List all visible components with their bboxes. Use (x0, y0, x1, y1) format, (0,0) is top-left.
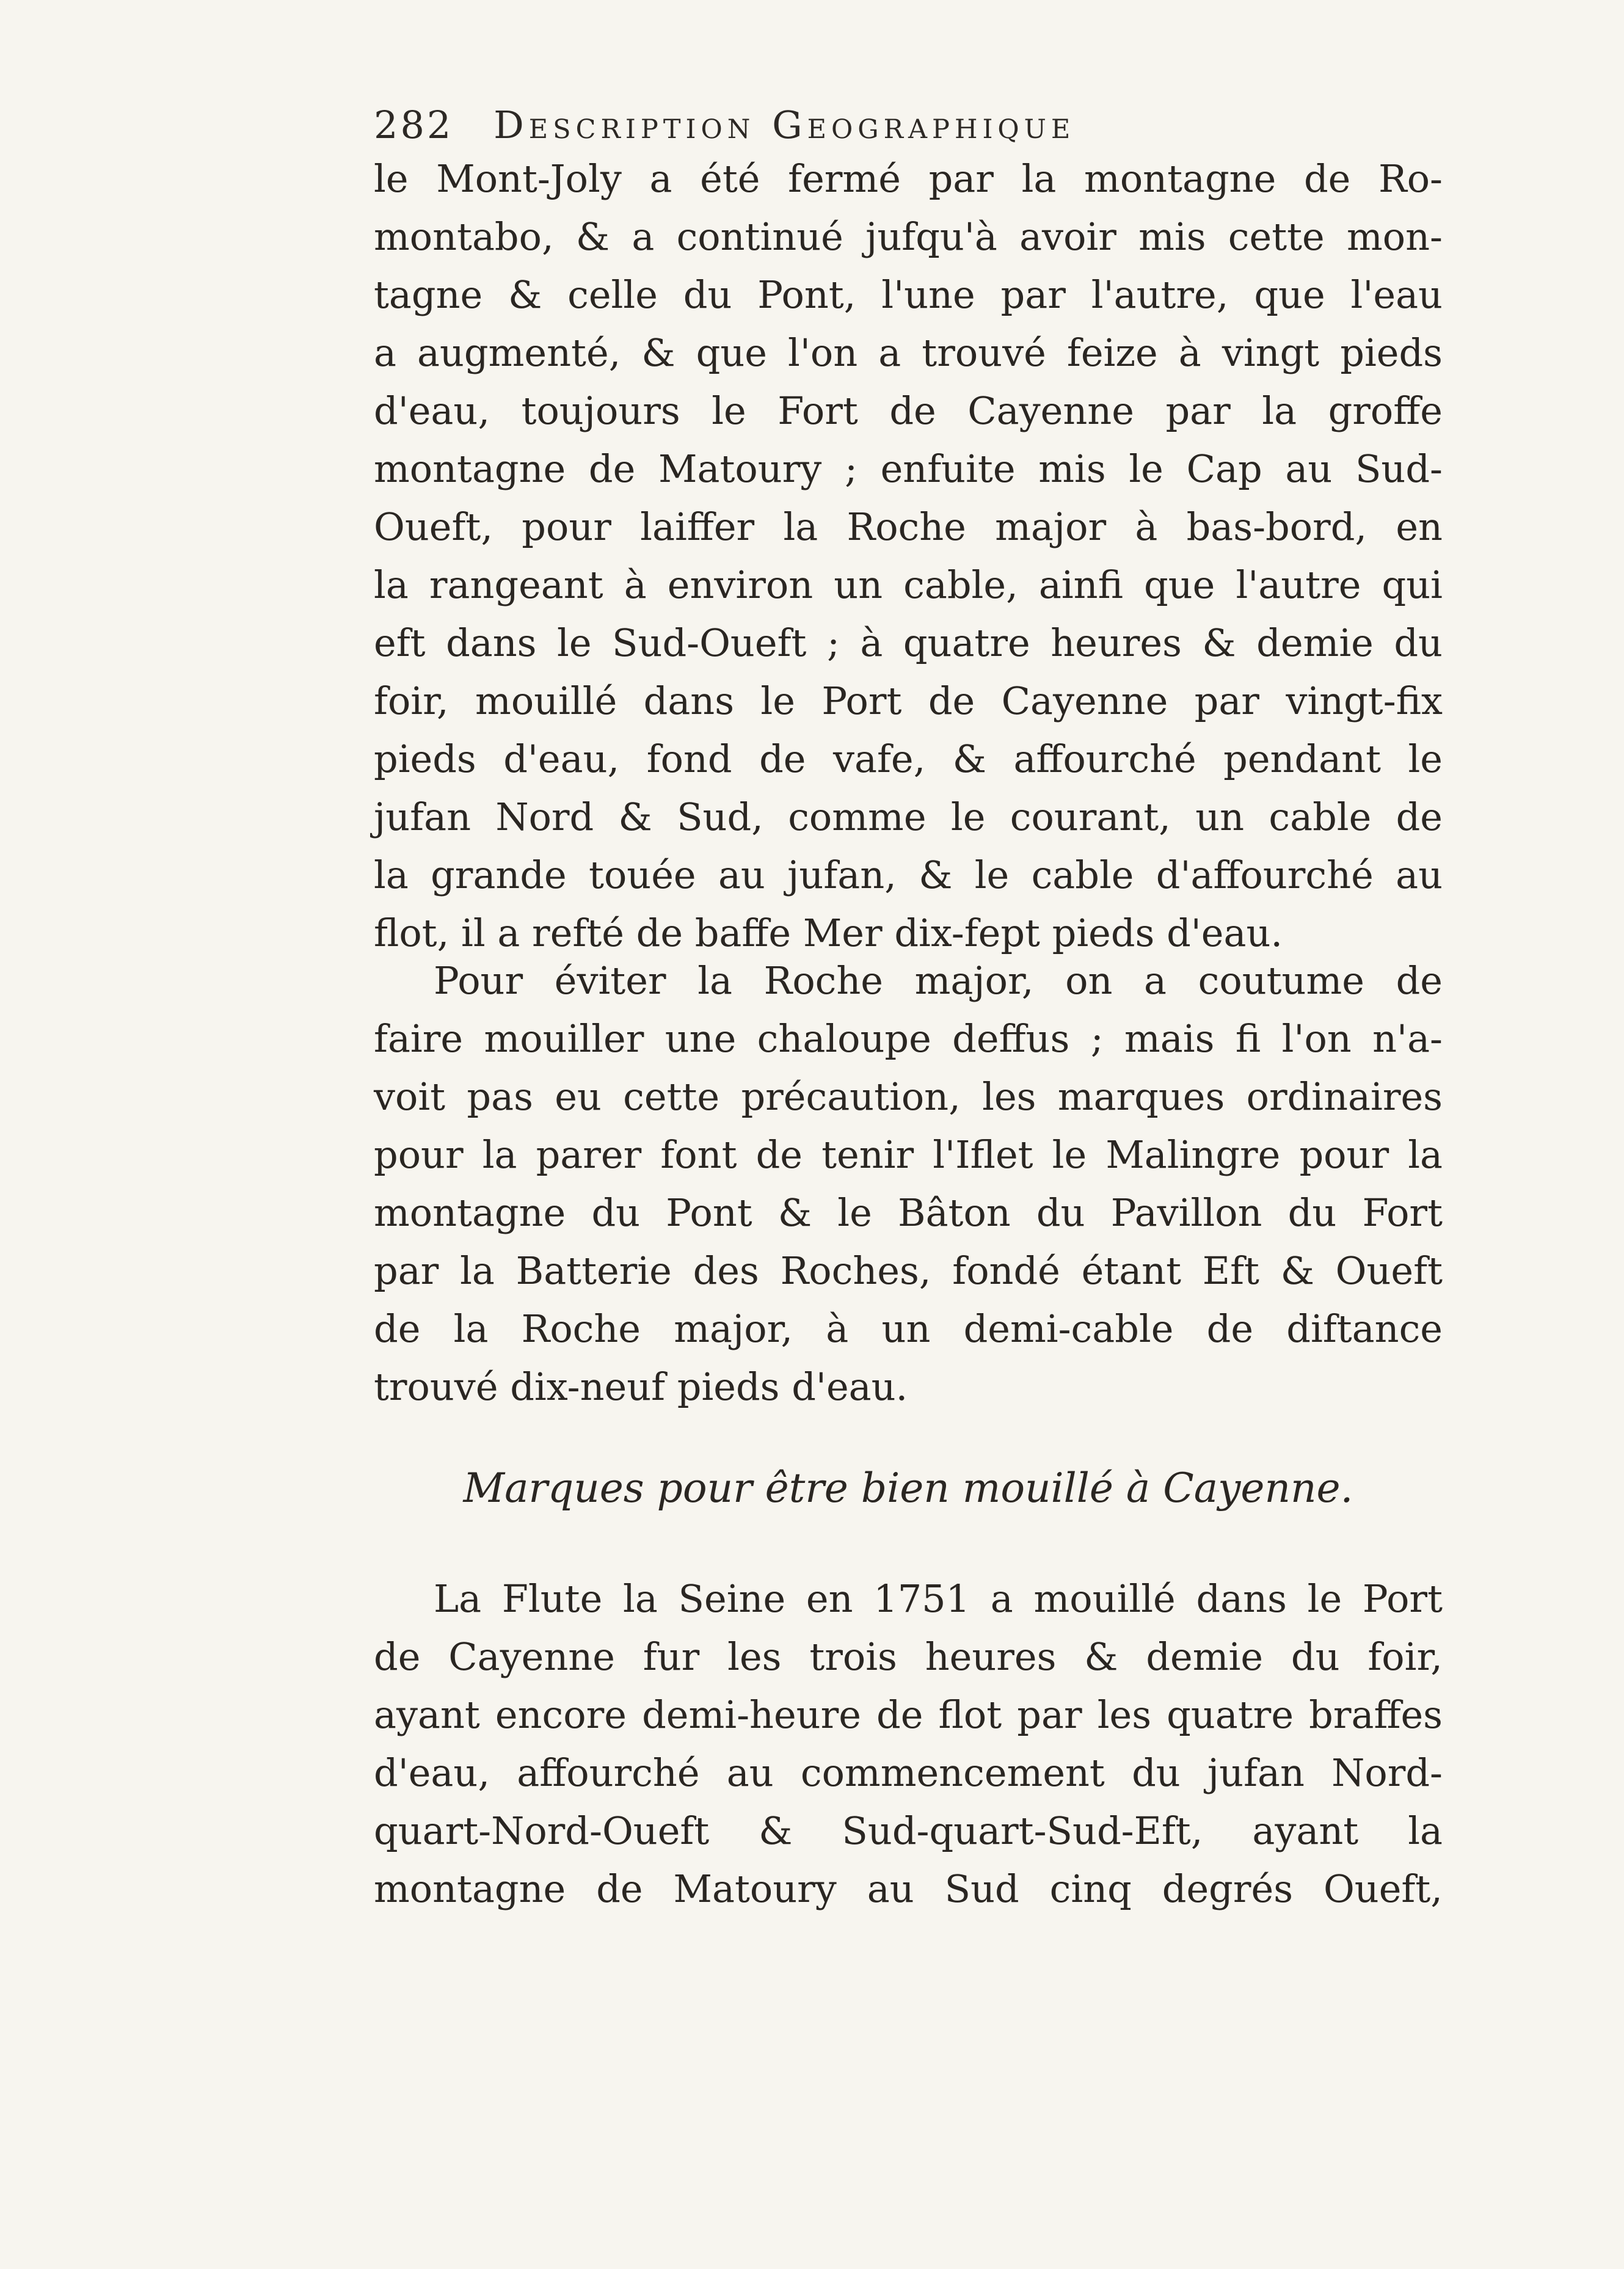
text-line: pieds d'eau, fond de vafe, & affourché pendant le (374, 737, 1443, 781)
running-title: Description Geographique (493, 103, 1076, 147)
text-line: eft dans le Sud-Oueft ; à quatre heures & demie du (374, 621, 1443, 665)
text-line: montagne de Matoury au Sud cinq degrés Oueft, (374, 1867, 1443, 1911)
text-line: le Mont-Joly a été fermé par la montagne de Ro- (374, 156, 1443, 201)
text-line: Oueft, pour laiffer la Roche major à bas-bord, en (374, 504, 1443, 549)
text-line: jufan Nord & Sud, comme le courant, un cable de (374, 795, 1443, 839)
text-line: flot, il a refté de baffe Mer dix-fept pieds d'eau. (374, 911, 1283, 955)
section-heading: Marques pour être bien mouillé à Cayenne. (463, 1465, 1353, 1512)
text-line: pour la parer font de tenir l'Iflet le Malingre pour la (374, 1132, 1443, 1177)
text-line: de Cayenne fur les trois heures & demie du foir, (374, 1634, 1443, 1679)
text-line: montagne du Pont & le Bâton du Pavillon du Fort (374, 1190, 1443, 1235)
text-line: ayant encore demi-heure de flot par les quatre braffes (374, 1692, 1443, 1737)
text-line: montagne de Matoury ; enfuite mis le Cap au Sud- (374, 446, 1443, 491)
page-number: 282 (374, 103, 454, 147)
text-line: de la Roche major, à un demi-cable de diftance (374, 1306, 1443, 1351)
running-head (374, 101, 1327, 150)
text-line: Pour éviter la Roche major, on a coutume de (434, 958, 1443, 1003)
text-line: La Flute la Seine en 1751 a mouillé dans le Port (434, 1576, 1443, 1621)
text-line: foir, mouillé dans le Port de Cayenne par vingt-fix (374, 679, 1443, 723)
text-line: tagne & celle du Pont, l'une par l'autre, que l'eau (374, 272, 1443, 317)
text-line: la grande touée au jufan, & le cable d'affourché au (374, 853, 1443, 897)
text-line: trouvé dix-neuf pieds d'eau. (374, 1364, 908, 1409)
text-line: faire mouiller une chaloupe deffus ; mais fi l'on n'a- (374, 1016, 1443, 1061)
text-line: a augmenté, & que l'on a trouvé feize à vingt pieds (374, 330, 1443, 375)
text-line: voit pas eu cette précaution, les marques ordinaires (374, 1074, 1443, 1119)
text-line: quart-Nord-Oueft & Sud-quart-Sud-Eft, ayant la (374, 1808, 1443, 1853)
text-line: d'eau, affourché au commencement du jufan Nord- (374, 1750, 1443, 1795)
text-line: par la Batterie des Roches, fondé étant Eft & Oueft (374, 1248, 1443, 1293)
text-line: montabo, & a continué jufqu'à avoir mis cette mon- (374, 214, 1443, 259)
text-line: d'eau, toujours le Fort de Cayenne par la groffe (374, 388, 1443, 433)
text-line: la rangeant à environ un cable, ainfi que l'autre qui (374, 563, 1443, 607)
